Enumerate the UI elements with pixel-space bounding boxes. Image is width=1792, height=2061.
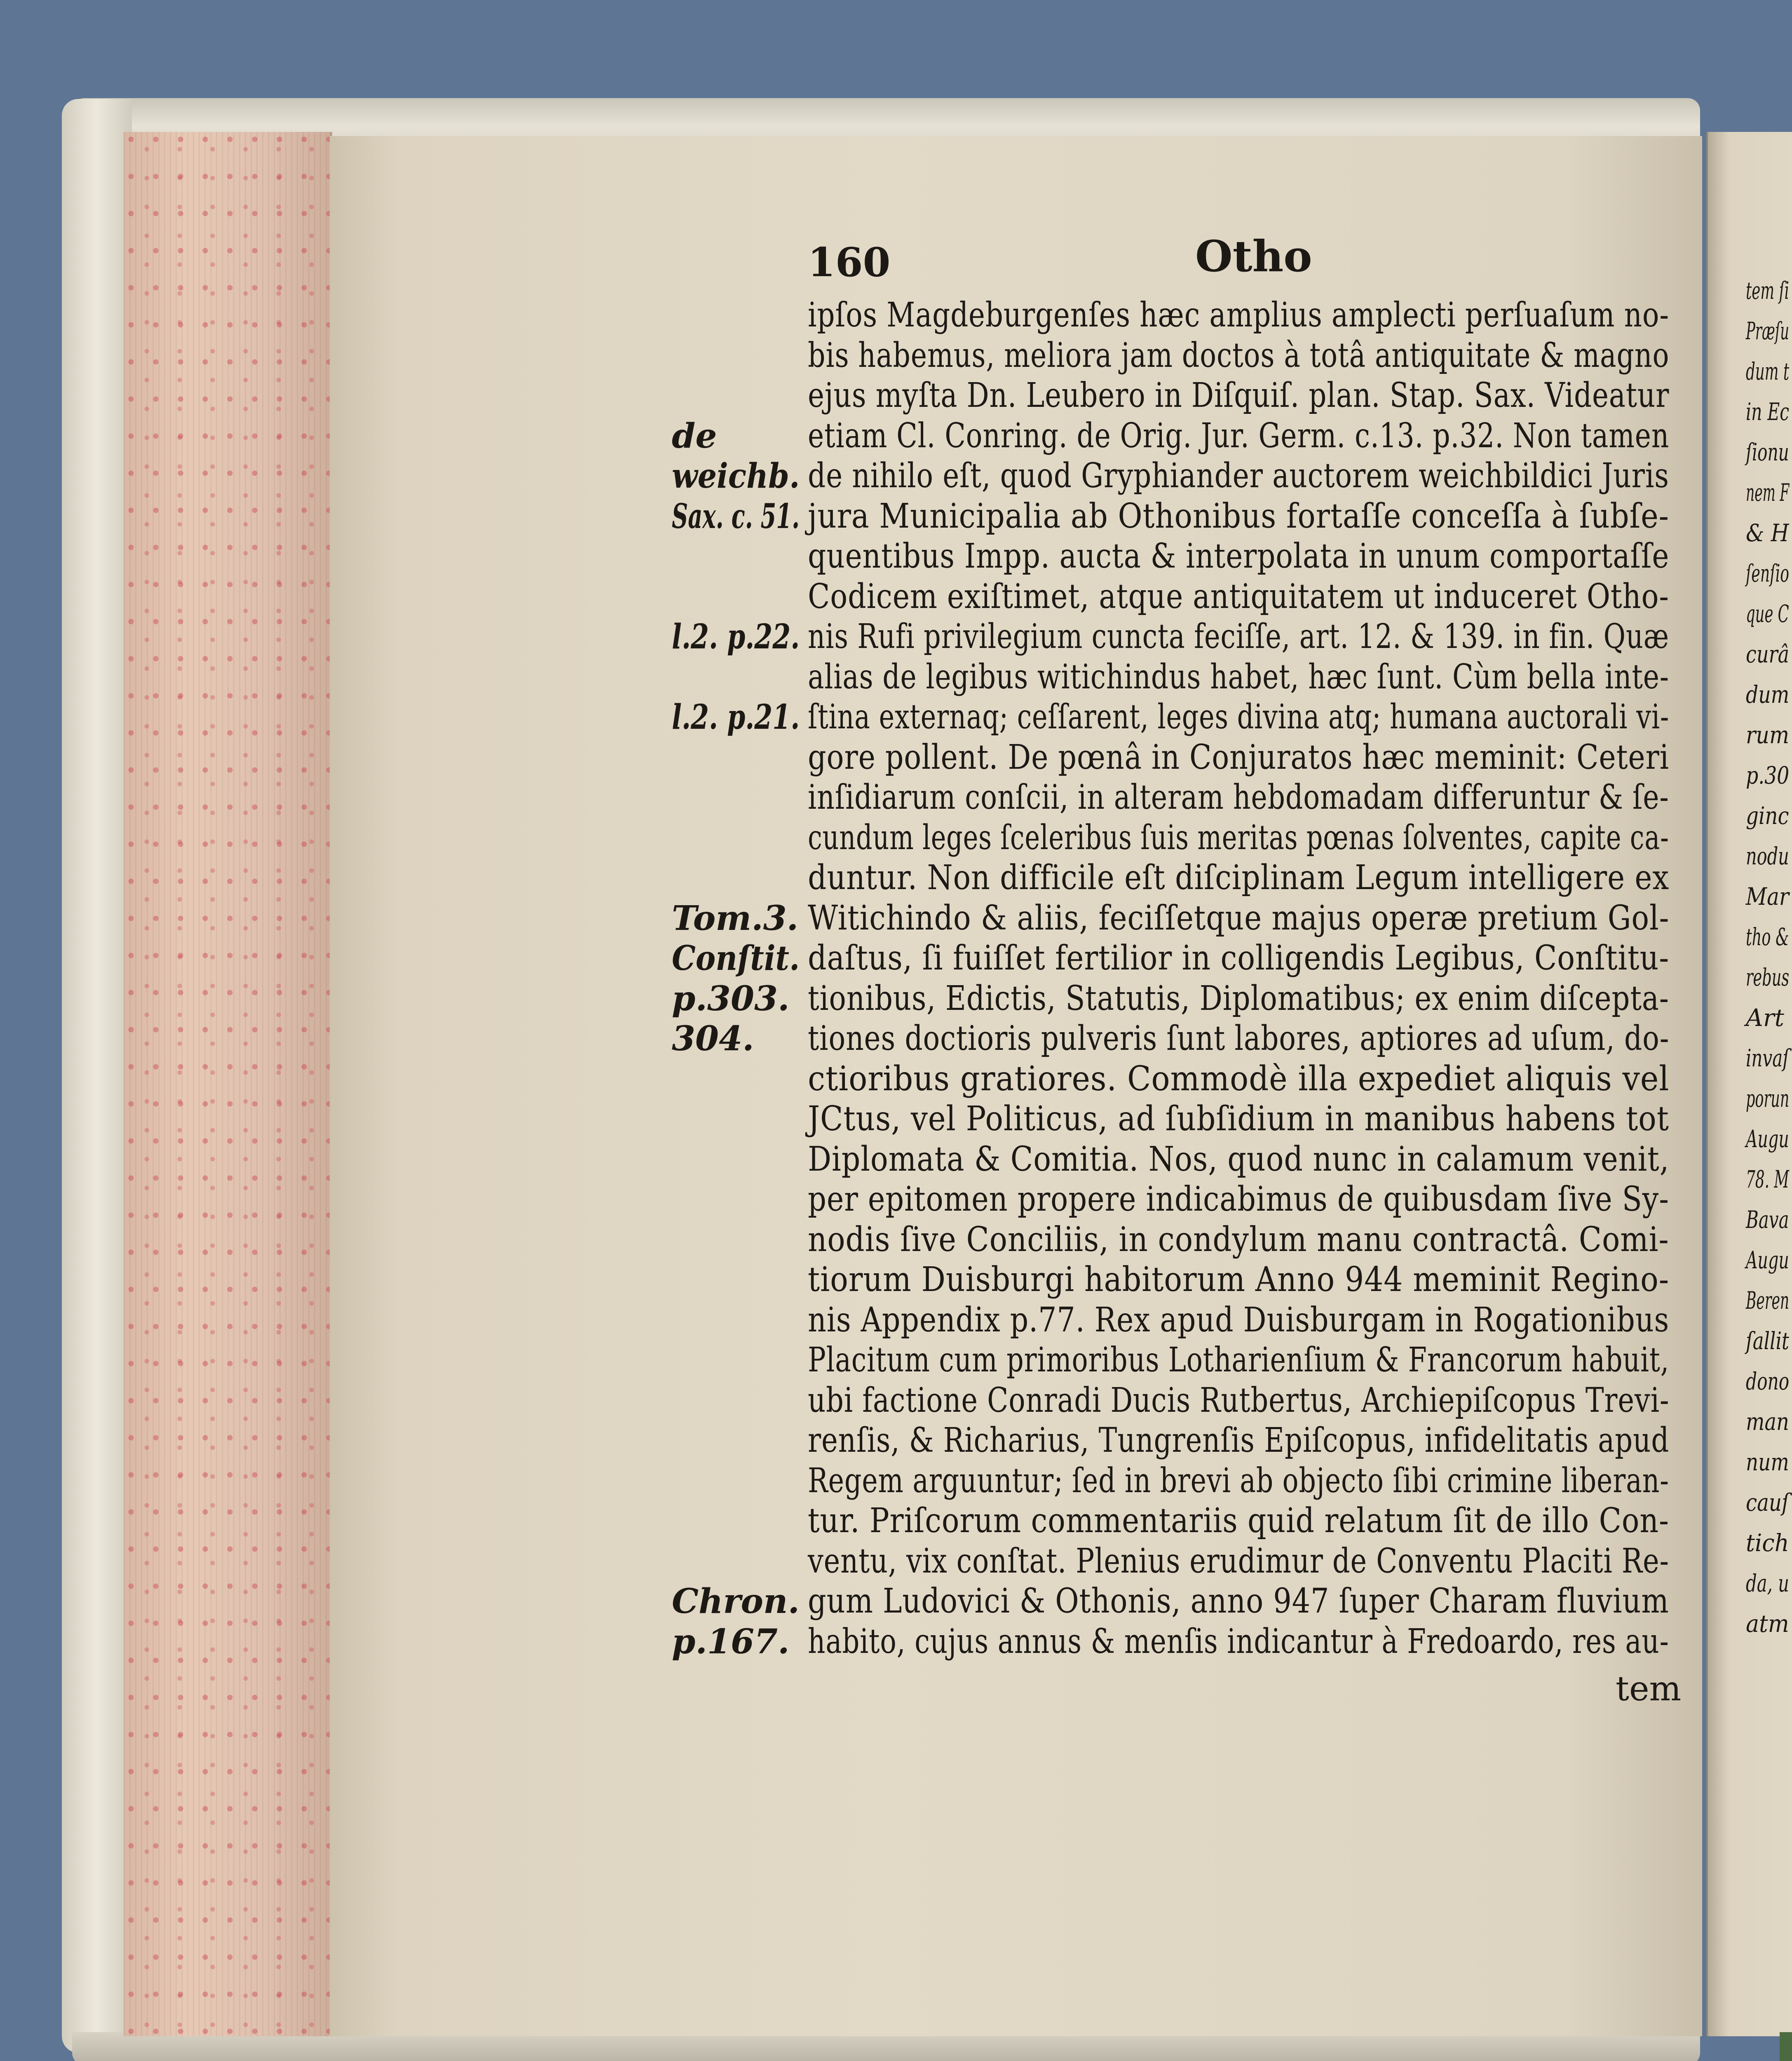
facing-page-fragment: que C <box>1746 600 1789 628</box>
text-line: nis Appendix p.77. Rex apud Duisburgam in Rogationibus <box>808 1300 1670 1340</box>
margin-note: Chron. <box>672 1582 800 1621</box>
margin-note: p.303. <box>672 979 790 1019</box>
catchword: tem <box>1616 1669 1682 1709</box>
facing-page-fragment: invaſ <box>1746 1044 1789 1072</box>
facing-page-fragment: 78. M <box>1746 1165 1790 1193</box>
facing-page-fragment: ſallit <box>1746 1327 1790 1355</box>
facing-page-fragment: da, u <box>1746 1569 1789 1597</box>
text-line: per epitomen propere indicabimus de quibusdam ſive Sy- <box>808 1180 1669 1219</box>
text-line: Diplomata & Comitia. Nos, quod nunc in calamum venit, <box>808 1139 1670 1179</box>
facing-page-fragment: Augu <box>1746 1125 1789 1153</box>
facing-page-fragment: rebus <box>1746 963 1790 991</box>
text-line: duntur. Non difficile eſt diſciplinam Legum intelligere ex <box>808 858 1670 897</box>
facing-page-fragment: Augu <box>1746 1246 1789 1274</box>
text-line: tur. Priſcorum commentariis quid relatum ſit de illo Con- <box>808 1501 1669 1540</box>
text-line: habito, cujus annus & menſis indicantur à Fredoardo, res au- <box>808 1622 1669 1661</box>
facing-page-fragment: Beren <box>1746 1286 1790 1315</box>
text-line: renſis, & Richarius, Tungrenſis Epiſcopus, infidelitatis apud <box>808 1421 1670 1460</box>
facing-page-fragment: tho & <box>1746 923 1789 951</box>
text-line: de nihilo eſt, quod Gryphiander auctorem weichbildici Juris <box>808 456 1669 495</box>
facing-page-fragment: num <box>1746 1448 1789 1476</box>
facing-page-fragment: cauſ <box>1746 1488 1789 1516</box>
text-line: daſtus, ſi fuiſſet fertilior in colligendis Legibus, Conſtitu- <box>808 939 1670 978</box>
text-line: alias de legibus witichindus habet, hæc ſunt. Cùm bella inte- <box>808 657 1669 697</box>
margin-note: de <box>672 416 717 456</box>
page-number: 160 <box>808 239 891 286</box>
text-line: cundum leges ſceleribus ſuis meritas pœnas ſolventes, capite ca- <box>808 818 1669 857</box>
text-line: gore pollent. De pœnâ in Conjuratos hæc meminit: Ceteri <box>808 737 1669 777</box>
facing-page-fragment: nem F <box>1746 479 1790 507</box>
margin-note: Tom.3. <box>672 898 799 938</box>
text-line: JCtus, vel Politicus, ad ſubſidium in manibus habens tot <box>808 1099 1669 1138</box>
facing-page-fragment: ginc <box>1746 802 1789 830</box>
facing-page-fragment: Mar <box>1746 883 1789 911</box>
margin-note: Sax. c. 51. <box>672 496 800 536</box>
text-line: Codicem exiſtimet, atque antiquitatem ut induceret Otho- <box>808 577 1669 616</box>
text-line: Placitum cum primoribus Lotharienſium & Francorum habuit, <box>808 1340 1670 1380</box>
text-line: etiam Cl. Conring. de Orig. Jur. Germ. c.13. p.32. Non tamen <box>808 416 1670 455</box>
margin-note: weichb. <box>672 456 800 496</box>
facing-page-fragment: rum <box>1746 721 1790 749</box>
cover-edge <box>1780 2032 1792 2061</box>
text-line: quentibus Impp. aucta & interpolata in unum comportaſſe <box>808 537 1670 576</box>
facing-page-fragment: curâ <box>1746 640 1790 668</box>
facing-page-fragment: tich <box>1746 1529 1789 1557</box>
text-line: inſidiarum conſcii, in alteram hebdomadam differuntur & ſe- <box>808 778 1669 817</box>
facing-page-fragment: atm <box>1746 1610 1789 1638</box>
sprinkled-page-edges <box>124 132 332 2036</box>
text-line: Regem arguuntur; ſed in brevi ab objecto ſibi crimine liberan- <box>808 1461 1669 1500</box>
facing-page-fragment: porun <box>1746 1084 1790 1113</box>
text-line: nis Rufi privilegium cuncta feciſſe, art. 12. & 139. in fin. Quæ <box>808 617 1669 656</box>
running-title: Otho <box>1195 231 1312 282</box>
facing-page-fragment: & H <box>1746 519 1789 547</box>
text-line: gum Ludovici & Othonis, anno 947 ſuper Charam fluvium <box>808 1582 1669 1621</box>
facing-page-fragment: ſionu <box>1746 438 1789 466</box>
text-line: tiones doctioris pulveris ſunt labores, aptiores ad uſum, do- <box>808 1019 1670 1058</box>
text-line: bis habemus, meliora jam doctos à totâ antiquitate & magno <box>808 336 1670 375</box>
text-line: nodis ſive Conciliis, in condylum manu contractâ. Comi- <box>808 1220 1669 1259</box>
text-line: ventu, vix conſtat. Plenius erudimur de Conventu Placiti Re- <box>808 1541 1669 1581</box>
margin-note: l.2. p.22. <box>672 617 800 657</box>
text-line: tiorum Duisburgi habitorum Anno 944 meminit Regino- <box>808 1260 1670 1299</box>
margin-note: Conſtit. <box>672 939 800 978</box>
text-line: ipſos Magdeburgenſes hæc amplius amplecti perſuaſum no- <box>808 296 1669 335</box>
text-line: ctioribus gratiores. Commodè illa expediet aliquis vel <box>808 1059 1670 1099</box>
text-line: ubi factione Conradi Ducis Rutbertus, Archiepiſcopus Trevi- <box>808 1380 1670 1420</box>
facing-page-fragment: Præſu <box>1746 317 1790 345</box>
facing-page-fragment: dum t <box>1746 357 1790 385</box>
text-line: tionibus, Edictis, Statutis, Diplomatibus; ex enim diſcepta- <box>808 979 1669 1018</box>
text-line: jura Municipalia ab Othonibus fortaſſe conceſſa à ſubſe- <box>808 496 1669 536</box>
text-line: ejus myſta Dn. Leubero in Diſquiſ. plan. Stap. Sax. Videatur <box>808 376 1670 415</box>
binding-spine-edge <box>62 99 132 2053</box>
facing-page-fragment: man <box>1746 1408 1789 1436</box>
margin-note: 304. <box>672 1019 754 1059</box>
text-line: ſtina externaq; ceſſarent, leges divina atq; humana auctorali vi- <box>808 697 1670 737</box>
facing-page-fragment: in Ec <box>1746 398 1790 426</box>
text-line: Witichindo & aliis, feciſſetque majus operæ pretium Gol- <box>808 898 1670 938</box>
facing-page-fragment: dum <box>1746 681 1790 709</box>
margin-note: p.167. <box>672 1622 790 1662</box>
facing-page-fragment: Art <box>1746 1004 1784 1032</box>
facing-page-fragment: nodu <box>1746 842 1789 870</box>
binding-bottom-edge <box>72 2032 1700 2061</box>
facing-page-fragment: dono <box>1746 1367 1790 1395</box>
facing-page-fragment: Bava <box>1746 1206 1789 1234</box>
facing-page-fragment: p.30 <box>1746 761 1790 789</box>
facing-page-fragment: ſenſio <box>1746 559 1790 587</box>
margin-note: l.2. p.21. <box>672 697 800 737</box>
facing-page-fragment: tem ſi <box>1746 277 1790 305</box>
